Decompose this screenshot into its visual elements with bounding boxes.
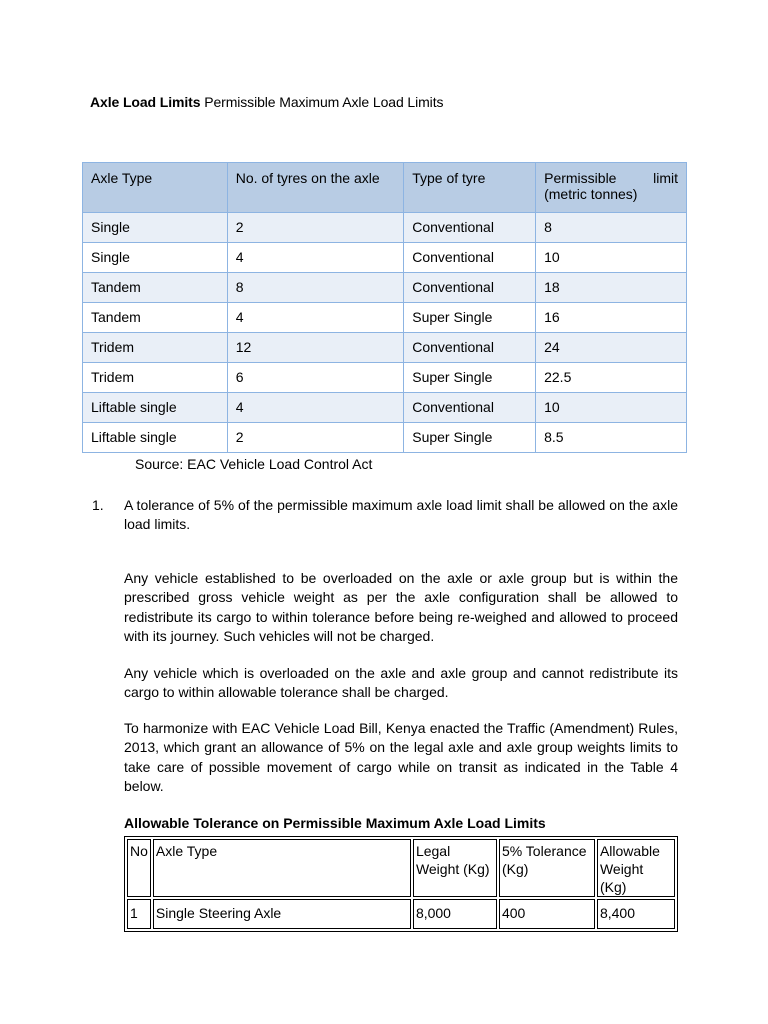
header-tolerance: 5% Tolerance (Kg) (499, 839, 595, 897)
cell-tyre-count: 4 (227, 303, 404, 333)
heading-part-4: Axle Load Limits (342, 94, 444, 110)
document-heading (90, 94, 443, 110)
table-row (83, 423, 687, 453)
harmonize-paragraph: To harmonize with EAC Vehicle Load Bill, Kenya enacted the Traffic (Amendment) Rules, 2013, which grant an allowance of 5% on the legal axle and axle group weights limits to take care of possible movement of cargo while on transit as indicated in the Table 4 below. (124, 720, 678, 795)
cell-tyre-type: Super Single (404, 363, 536, 393)
heading-part-2: Permissible (204, 94, 280, 110)
cell-tyre-type: Conventional (404, 213, 536, 243)
table-row (83, 393, 687, 423)
cell-tyre-type: Conventional (404, 333, 536, 363)
cell-limit: 8.5 (536, 423, 687, 453)
cell-limit: 18 (536, 273, 687, 303)
table-row (83, 363, 687, 393)
cell-tyre-count: 4 (227, 393, 404, 423)
header-legal-weight: Legal Weight (Kg) (413, 839, 497, 897)
cell-limit: 10 (536, 393, 687, 423)
header-allowable-weight: Allowable Weight (Kg) (597, 839, 675, 897)
cell-legal-weight: 8,000 (413, 899, 497, 929)
tolerance-table-title: Allowable Tolerance on Permissible Maximum Axle Load Limits (124, 815, 546, 831)
cell-tyre-count: 8 (227, 273, 404, 303)
cell-limit: 16 (536, 303, 687, 333)
cell-allowable-weight: 8,400 (597, 899, 675, 929)
table-header-row (83, 163, 687, 213)
cell-limit: 22.5 (536, 363, 687, 393)
charged-paragraph: Any vehicle which is overloaded on the axle and axle group and cannot redistribute its cargo to within allowable tolerance shall be charged. (124, 665, 678, 701)
header-no: No (127, 839, 151, 897)
header-axle-type: Axle Type (83, 163, 228, 213)
table-row (83, 303, 687, 333)
header-metric-tonnes: (metric tonnes) (544, 186, 638, 202)
table-row (83, 273, 687, 303)
cell-axle-type: Liftable single (83, 423, 228, 453)
redistribute-paragraph: Any vehicle established to be overloaded on the axle or axle group but is within the prescribed gross vehicle weight as per the axle configuration shall be allowed to redistribute its cargo to within tolerance before being re-weighed and allowed to proceed with its journey. Such vehicles will not be charged. (124, 570, 678, 645)
cell-tyre-type: Super Single (404, 303, 536, 333)
allowable-tolerance-table (124, 836, 678, 932)
table-row (83, 243, 687, 273)
list-number: 1. (92, 497, 104, 513)
header-type-of-tyre: Type of tyre (404, 163, 536, 213)
cell-tyre-count: 2 (227, 423, 404, 453)
cell-axle-type: Single Steering Axle (153, 899, 411, 929)
cell-axle-type: Tridem (83, 363, 228, 393)
cell-tyre-count: 4 (227, 243, 404, 273)
header-limit-word: limit (653, 170, 678, 186)
heading-part-1: Axle Load Limits (90, 94, 205, 110)
cell-axle-type: Single (83, 213, 228, 243)
cell-axle-type: Liftable single (83, 393, 228, 423)
cell-limit: 24 (536, 333, 687, 363)
heading-part-3: Maximum (279, 94, 343, 110)
cell-no: 1 (127, 899, 151, 929)
tolerance-paragraph: A tolerance of 5% of the permissible maximum axle load limit shall be allowed on the axle load limits. (124, 497, 678, 533)
table-header-row (127, 839, 675, 897)
cell-axle-type: Tandem (83, 303, 228, 333)
cell-tyre-type: Conventional (404, 393, 536, 423)
cell-tyre-type: Super Single (404, 423, 536, 453)
cell-axle-type: Single (83, 243, 228, 273)
table-source-note: Source: EAC Vehicle Load Control Act (135, 456, 373, 472)
cell-limit: 10 (536, 243, 687, 273)
cell-tyre-type: Conventional (404, 273, 536, 303)
header-permissible-limit (536, 163, 687, 213)
cell-tolerance: 400 (499, 899, 595, 929)
header-permissible-word: Permissible (544, 170, 617, 186)
cell-tyre-count: 2 (227, 213, 404, 243)
table-row (83, 333, 687, 363)
cell-tyre-type: Conventional (404, 243, 536, 273)
cell-limit: 8 (536, 213, 687, 243)
cell-axle-type: Tridem (83, 333, 228, 363)
cell-axle-type: Tandem (83, 273, 228, 303)
header-no-of-tyres: No. of tyres on the axle (227, 163, 404, 213)
axle-load-limits-table (82, 162, 687, 453)
cell-tyre-count: 12 (227, 333, 404, 363)
header-axle-type: Axle Type (153, 839, 411, 897)
table-row (83, 213, 687, 243)
table-row (127, 899, 675, 929)
cell-tyre-count: 6 (227, 363, 404, 393)
